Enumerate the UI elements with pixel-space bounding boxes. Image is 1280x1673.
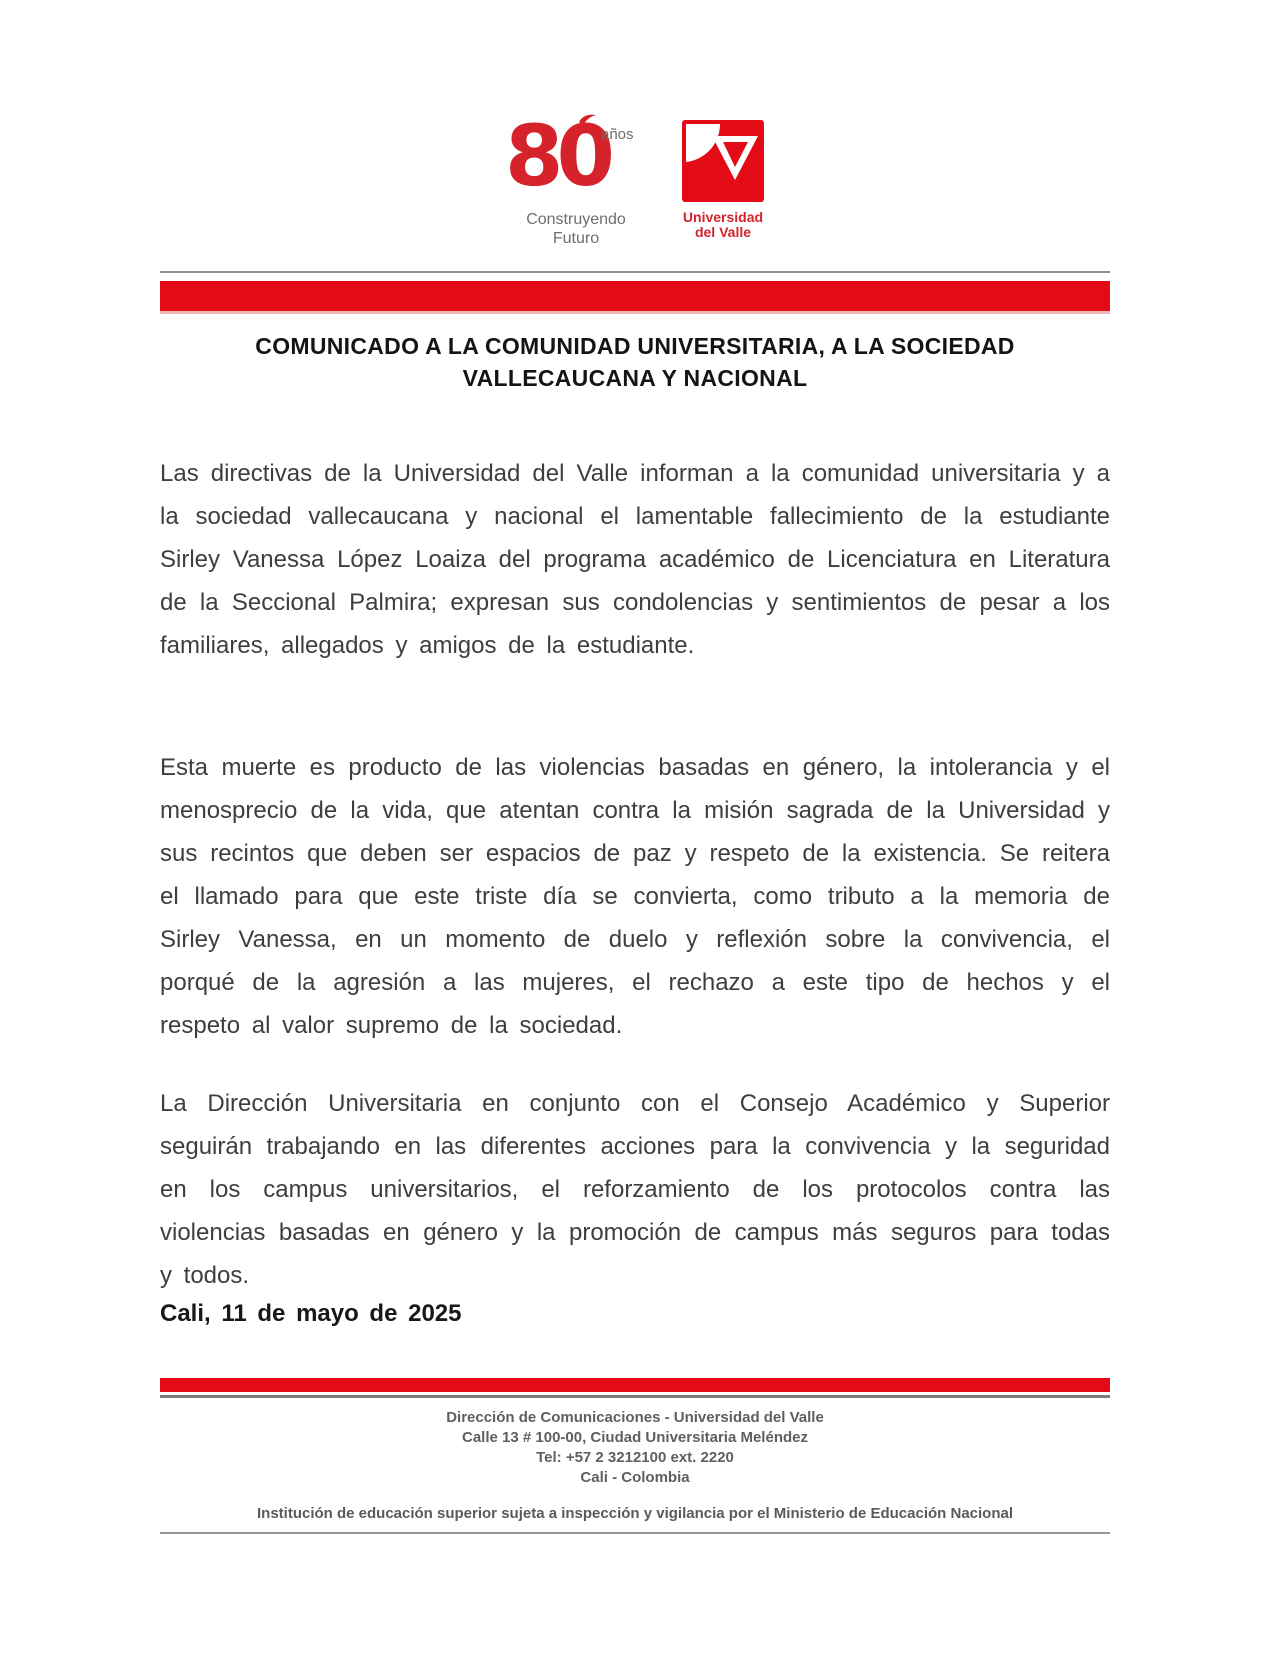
body-paragraph-2: Esta muerte es producto de las violencias basadas en género, la intolerancia y el menosprecio de la vida, que atentan contra la misión sagrada de la Universidad y sus recintos que deben ser espacios de paz y respeto de la existencia. Se reitera el llamado para que este triste día se convierta, como tributo a la memoria de Sirley Vanessa, en un momento de duelo y reflexión sobre la convivencia, el porqué de la agresión a las mujeres, el rechazo a este tipo de hechos y el respeto al valor supremo de la sociedad.: [160, 754, 1110, 1039]
page-title-line2: VALLECAUCANA Y NACIONAL: [462, 365, 808, 391]
page-title-line1: COMUNICADO A LA COMUNIDAD UNIVERSITARIA, A LA SOCIEDAD: [255, 333, 1015, 359]
anniversary-number: 80: [505, 107, 608, 205]
ministry-note: Institución de educación superior sujeta a inspección y vigilancia por el Ministerio de Educación Nacional: [256, 1505, 1014, 1522]
dateline: Cali, 11 de mayo de 2025: [160, 1300, 462, 1327]
bottom-red-bar: [160, 1378, 1110, 1392]
footer-line-phone: Tel: +57 2 3212100 ext. 2220: [536, 1449, 734, 1466]
page-title: [160, 330, 1110, 394]
body-paragraph-1: Las directivas de la Universidad del Valle informan a la comunidad universitaria y a la sociedad vallecaucana y nacional el lamentable fallecimiento de la estudiante Sirley Vanessa López Loaiza del programa académico de Licenciatura en Literatura de la Seccional Palmira; expresan sus condolencias y sentimientos de pesar a los familiares, allegados y amigos de la estudiante.: [160, 460, 1110, 659]
footer-address: [160, 1408, 1110, 1488]
univalle-shield-icon: [682, 120, 764, 202]
top-divider-line: [160, 271, 1110, 273]
footer-bottom-line: [160, 1532, 1110, 1534]
header-logos: [160, 107, 1110, 254]
top-red-bar: [160, 281, 1110, 314]
univalle-name-line2: del Valle: [694, 224, 752, 240]
footer-line-city: Cali - Colombia: [580, 1469, 690, 1486]
anniversary-tagline: [497, 210, 655, 248]
body-paragraph-3: La Dirección Universitaria en conjunto con el Consejo Académico y Superior seguirán trabajando en las diferentes acciones para la convivencia y la seguridad en los campus universitarios, el reforzamiento de los protocolos contra las violencias basadas en género y la promoción de campus más seguros para todas y todos.: [160, 1090, 1110, 1289]
univalle-logo: [673, 116, 773, 254]
anniversary-swoosh-icon: [577, 112, 599, 127]
footer-line-street: Calle 13 # 100-00, Ciudad Universitaria Meléndez: [462, 1429, 808, 1446]
anniversary-tagline-line1: Construyendo: [526, 211, 626, 228]
univalle-name-line1: Universidad: [682, 209, 764, 225]
anniversary-tagline-line2: Futuro: [552, 230, 600, 247]
univalle-wordmark: [673, 210, 773, 240]
anniversary-anos-label: años: [601, 126, 634, 143]
anniversary-80-logo: [497, 107, 655, 250]
bottom-divider-line: [160, 1395, 1110, 1398]
footer-line-communications: Dirección de Comunicaciones - Universidad del Valle: [446, 1409, 824, 1426]
